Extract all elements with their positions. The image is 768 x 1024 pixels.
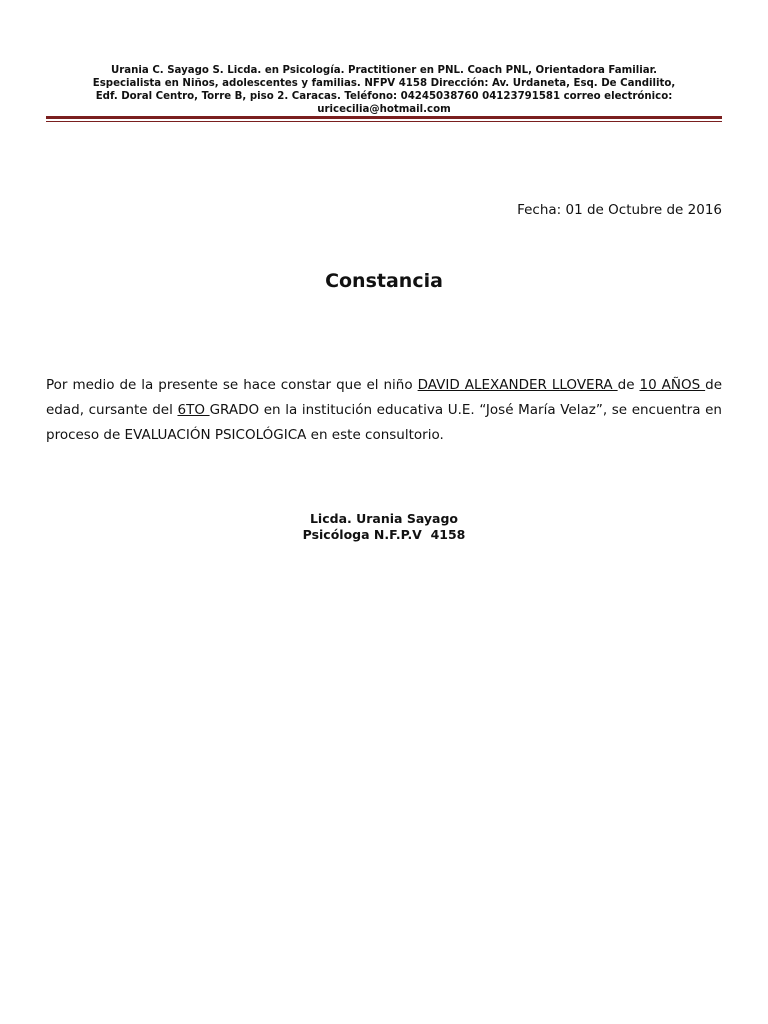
letterhead-line-2: Especialista en Niños, adolescentes y familias. NFPV 4158 Dirección: Av. Urdaneta, Esq. De Candilito, — [92, 78, 676, 89]
child-name: DAVID ALEXANDER LLOVERA — [417, 377, 618, 393]
letterhead-line-3: Edf. Doral Centro, Torre B, piso 2. Caracas. Teléfono: 04245038760 04123791581 correo electrónico: — [95, 91, 673, 102]
header-divider-thick — [46, 116, 722, 119]
school-grade: 6TO — [177, 402, 210, 418]
signature-block — [0, 511, 768, 543]
letterhead-email: uricecilia@hotmail.com — [317, 104, 451, 115]
document-title: Constancia — [325, 270, 443, 292]
signature-name: Licda. Urania Sayago — [309, 511, 459, 526]
letterhead — [46, 64, 722, 116]
signature-role: Psicóloga N.F.P.V 4158 — [302, 527, 466, 542]
letterhead-line-1: Urania C. Sayago S. Licda. en Psicología. Practitioner en PNL. Coach PNL, Orientadora Familiar. — [110, 65, 658, 76]
header-divider-thin — [46, 121, 722, 122]
certificate-body — [46, 373, 722, 448]
body-text-de: de — [617, 377, 640, 393]
body-text-edad: de edad, cursante del — [46, 377, 723, 418]
document-date: Fecha: 01 de Octubre de 2016 — [517, 202, 722, 218]
body-text-intro: Por medio de la presente se hace constar que el niño — [46, 377, 418, 393]
body-text-rest: GRADO en la institución educativa U.E. “José María Velaz”, se encuentra en proceso de EVALUACIÓN PSICOLÓGICA en este consultorio. — [46, 402, 722, 443]
child-age: 10 AÑOS — [639, 377, 706, 393]
